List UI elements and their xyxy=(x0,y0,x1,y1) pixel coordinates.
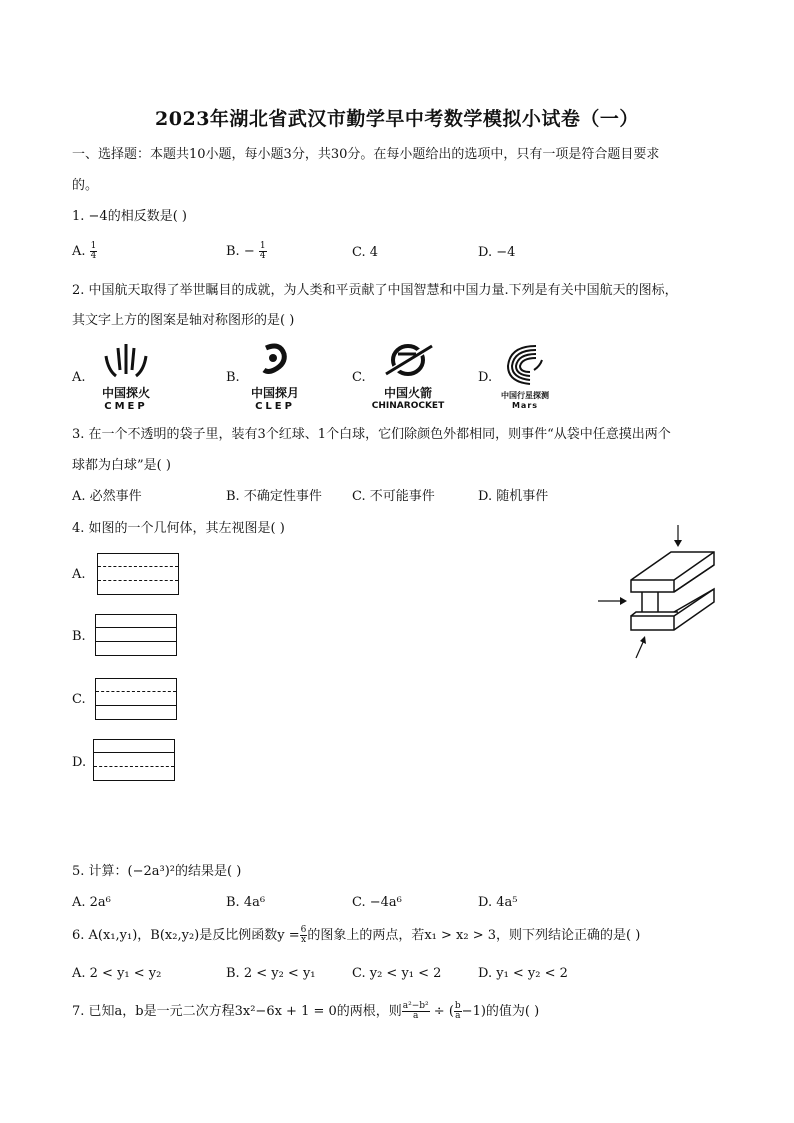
q4-option-c-label: C. xyxy=(72,692,86,707)
q3-option-c: C. 不可能事件 xyxy=(352,489,435,504)
q2-option-a-label: A. xyxy=(72,370,86,385)
q2-option-c-label: C. xyxy=(352,370,366,385)
question-2-stem-cont: 其文字上方的图案是轴对称图形的是( ) xyxy=(72,313,295,328)
visible-line xyxy=(96,705,176,706)
denominator: x xyxy=(300,935,307,945)
numerator: 6 xyxy=(300,925,307,935)
fraction xyxy=(90,242,98,261)
q4-option-c-view xyxy=(95,678,177,720)
q1-option-a xyxy=(72,242,97,261)
q5-option-d: D. 4a⁵ xyxy=(478,895,518,910)
option-label: B. − xyxy=(226,244,255,259)
fraction xyxy=(454,1002,462,1021)
section-instruction: 一、选择题：本题共10小题，每小题3分，共30分。在每小题给出的选项中，只有一项是符合题目要求 xyxy=(72,147,660,162)
q3-option-d: D. 随机事件 xyxy=(478,489,549,504)
numerator: b xyxy=(454,1001,461,1011)
q7-stem-start: 7. 已知a，b是一元二次方程3x²−6x + 1 = 0的两根，则 xyxy=(72,1004,402,1019)
q6-option-a: A. 2 < y₁ < y₂ xyxy=(72,966,162,981)
q4-option-b-view xyxy=(95,614,177,656)
hidden-line xyxy=(98,580,178,581)
question-3-stem-cont: 球都为白球”是( ) xyxy=(72,458,171,473)
q4-option-a-view xyxy=(97,553,179,595)
numerator: a²−b² xyxy=(402,1001,429,1011)
q6-stem-end: 的图象上的两点，若x₁ > x₂ > 3，则下列结论正确的是( ) xyxy=(307,928,641,943)
q6-option-b: B. 2 < y₂ < y₁ xyxy=(226,966,316,981)
q4-solid-figure xyxy=(596,520,716,660)
logo-en-text: Mars xyxy=(511,401,539,410)
q4-option-d-label: D. xyxy=(72,755,87,770)
logo-chinarocket xyxy=(368,340,448,411)
logo-en-text: CMEP xyxy=(104,401,148,412)
numerator: 1 xyxy=(90,241,97,251)
cmep-emblem xyxy=(90,340,162,380)
question-5-stem: 5. 计算：(−2a³)²的结果是( ) xyxy=(72,864,242,879)
question-1-stem: 1. −4的相反数是( ) xyxy=(72,209,187,224)
q1-option-c: C. 4 xyxy=(352,245,379,260)
logo-cn-text: 中国探火 xyxy=(101,386,150,400)
hidden-line xyxy=(94,766,174,767)
visible-line xyxy=(96,641,176,642)
q4-option-a-label: A. xyxy=(72,567,86,582)
section-instruction-cont: 的。 xyxy=(72,178,99,193)
q2-option-b-label: B. xyxy=(226,370,240,385)
q1-option-d: D. −4 xyxy=(478,245,516,260)
chinarocket-emblem xyxy=(368,340,448,380)
denominator: a xyxy=(455,1011,461,1021)
q7-stem-end: −1)的值为( ) xyxy=(461,1004,540,1019)
q3-option-b: B. 不确定性事件 xyxy=(226,489,322,504)
logo-mars xyxy=(496,340,554,410)
q2-option-d-label: D. xyxy=(478,370,493,385)
visible-line xyxy=(96,627,176,628)
question-3-stem: 3. 在一个不透明的袋子里，装有3个红球、1个白球，它们除颜色外都相同，则事件“从袋中任意摸出两个 xyxy=(72,427,671,442)
q4-option-b-label: B. xyxy=(72,629,86,644)
question-2-stem: 2. 中国航天取得了举世瞩目的成就，为人类和平贡献了中国智慧和中国力量.下列是有关中国航天的图标， xyxy=(72,283,678,298)
logo-cn-text: 中国探月 xyxy=(250,386,299,400)
q7-divide: ÷ ( xyxy=(429,1004,454,1019)
logo-clep xyxy=(240,340,310,412)
q4-option-d-view xyxy=(93,739,175,781)
question-4-stem: 4. 如图的一个几何体，其左视图是( ) xyxy=(72,521,285,536)
q1-option-b xyxy=(226,242,267,261)
q6-stem-start: 6. A(x₁,y₁)，B(x₂,y₂)是反比例函数y = xyxy=(72,928,300,943)
q6-option-d: D. y₁ < y₂ < 2 xyxy=(478,966,568,981)
fraction xyxy=(259,242,267,261)
fraction xyxy=(402,1002,430,1021)
numerator: 1 xyxy=(259,241,266,251)
question-6-stem xyxy=(72,926,640,945)
denominator: 4 xyxy=(90,251,97,261)
logo-en-text: CLEP xyxy=(255,401,295,412)
q6-option-c: C. y₂ < y₁ < 2 xyxy=(352,966,442,981)
q5-option-b: B. 4a⁶ xyxy=(226,895,266,910)
logo-en-text: CHINAROCKET xyxy=(371,401,445,411)
option-label: A. xyxy=(72,244,86,259)
logo-cn-text: 中国火箭 xyxy=(383,386,432,400)
logo-cn-text: 中国行星探测 xyxy=(501,391,549,400)
page-title: 2023年湖北省武汉市勤学早中考数学模拟小试卷（一） xyxy=(155,108,639,130)
denominator: 4 xyxy=(259,251,266,261)
question-7-stem xyxy=(72,1002,539,1021)
mars-emblem xyxy=(496,340,554,386)
denominator: a xyxy=(413,1011,419,1021)
visible-line xyxy=(94,752,174,753)
hidden-line xyxy=(96,691,176,692)
hidden-line xyxy=(98,566,178,567)
q3-option-a: A. 必然事件 xyxy=(72,489,142,504)
clep-emblem xyxy=(240,340,310,380)
q5-option-a: A. 2a⁶ xyxy=(72,895,111,910)
logo-cmep xyxy=(90,340,162,412)
q5-option-c: C. −4a⁶ xyxy=(352,895,402,910)
